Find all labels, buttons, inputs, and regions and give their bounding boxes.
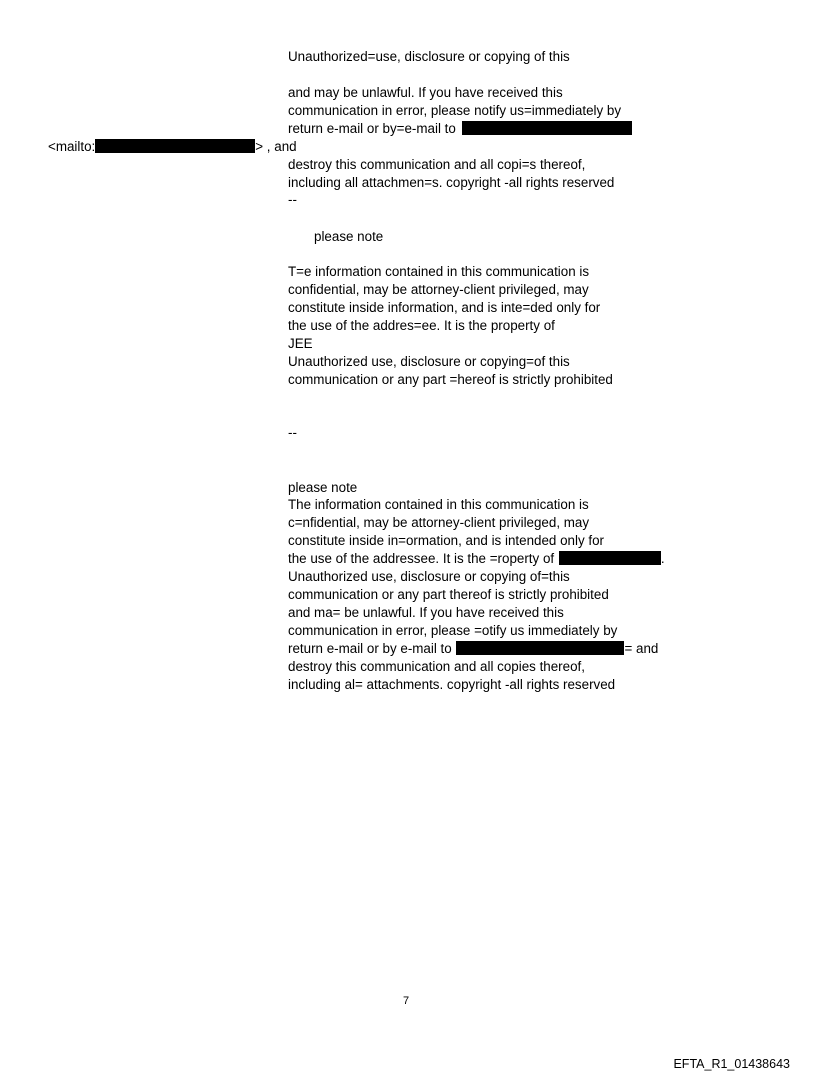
text-fragment: the use of the addressee. It is the =roperty of [288, 551, 555, 566]
text-line: communication in error, please notify us=immediately by [288, 103, 622, 118]
text-line: including al= attachments. copyright -all rights reserved [288, 677, 616, 692]
separator: -- [288, 425, 297, 440]
text-line: Unauthorized=use, disclosure or copying of this [288, 49, 570, 64]
text-line: communication or any part thereof is strictly prohibited [288, 587, 609, 602]
text-line: destroy this communication and all copies thereof, [288, 659, 585, 674]
text-line [288, 640, 658, 658]
heading: please note [314, 229, 384, 244]
text-line: T=e information contained in this communication is [288, 264, 590, 279]
text-line: and ma= be unlawful. If you have received this [288, 605, 564, 620]
text-fragment: return e-mail or by e-mail to [288, 641, 452, 656]
separator: -- [288, 192, 297, 207]
text-line [288, 120, 632, 138]
text-line: Unauthorized use, disclosure or copying=of this [288, 354, 570, 369]
text-line: c=nfidential, may be attorney-client privileged, may [288, 515, 590, 530]
page-number: 7 [403, 995, 410, 1007]
text-line: communication or any part =hereof is strictly prohibited [288, 372, 613, 387]
redaction-bar [456, 641, 624, 655]
text-line [288, 550, 665, 568]
text-line: constitute inside information, and is inte=ded only for [288, 300, 601, 315]
mailto-suffix: > , and [255, 139, 297, 154]
text-line: Unauthorized use, disclosure or copying of=this [288, 569, 570, 584]
text-fragment: = and [624, 641, 659, 656]
redaction-bar [559, 551, 661, 565]
document-id: EFTA_R1_01438643 [673, 1057, 790, 1071]
text-line: and may be unlawful. If you have received this [288, 85, 563, 100]
text-line: JEE [288, 336, 313, 351]
text-line: The information contained in this communication is [288, 497, 589, 512]
redaction-bar [462, 121, 632, 135]
text-line: including all attachmen=s. copyright -all rights reserved [288, 175, 615, 190]
text-fragment: return e-mail or by=e-mail to [288, 121, 456, 136]
mailto-prefix: <mailto: [48, 139, 96, 154]
redaction-bar [95, 139, 255, 153]
text-line: constitute inside in=ormation, and is intended only for [288, 533, 604, 548]
heading: please note [288, 480, 358, 495]
text-fragment: . [660, 551, 665, 566]
mailto-line [48, 138, 297, 156]
text-line: communication in error, please =otify us immediately by [288, 623, 618, 638]
text-line: confidential, may be attorney-client privileged, may [288, 282, 589, 297]
text-line: destroy this communication and all copi=s thereof, [288, 157, 586, 172]
text-line: the use of the addres=ee. It is the property of [288, 318, 555, 333]
